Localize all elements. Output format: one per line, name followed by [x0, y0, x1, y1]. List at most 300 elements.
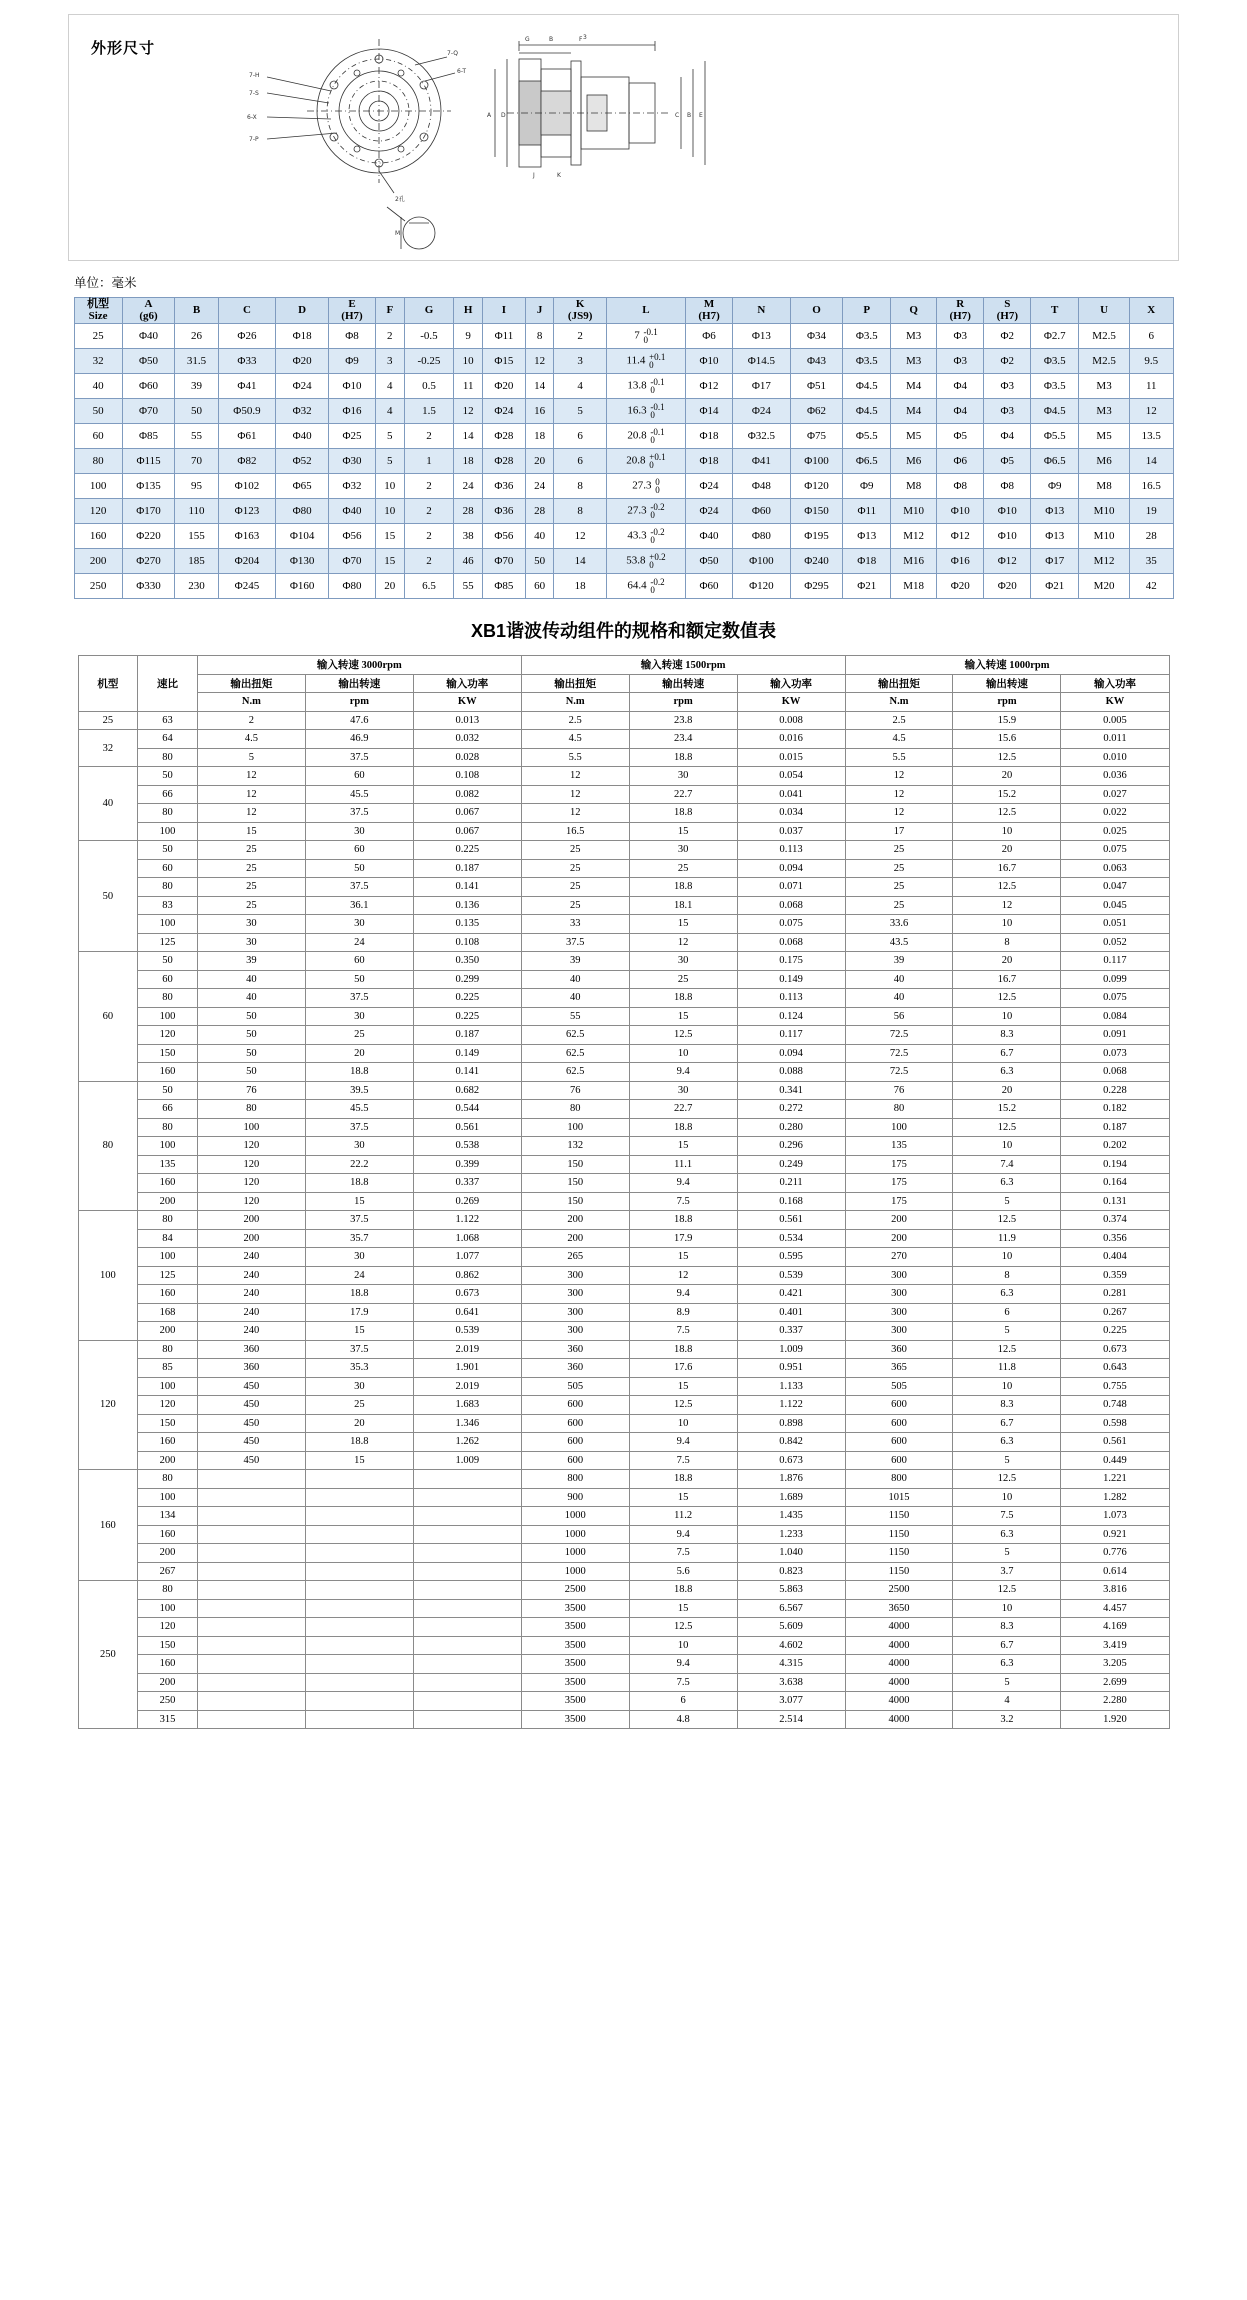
dim-cell: 3 [376, 349, 405, 374]
ratings-cell: 7.5 [629, 1544, 737, 1563]
ratings-cell-ratio: 100 [138, 1137, 198, 1156]
ratings-cell: 45.5 [305, 785, 413, 804]
ratings-cell: 15 [629, 1488, 737, 1507]
ratings-cell [305, 1673, 413, 1692]
ratings-title: XB1谐波传动组件的规格和额定数值表 [470, 621, 776, 642]
ratings-cell: 0.755 [1061, 1377, 1169, 1396]
ratings-cell: 11.9 [953, 1229, 1061, 1248]
ratings-cell: 0.374 [1061, 1211, 1169, 1230]
ratings-cell: 25 [521, 841, 629, 860]
ratings-cell: 360 [197, 1340, 305, 1359]
dim-cell: Φ9 [328, 349, 375, 374]
ratings-cell: 12.5 [953, 989, 1061, 1008]
ratings-header-row-3 [78, 693, 1169, 712]
ratings-cell [413, 1710, 521, 1729]
ratings-cell: 23.4 [629, 730, 737, 749]
ratings-cell: 0.280 [737, 1118, 845, 1137]
ratings-cell: 7.5 [629, 1673, 737, 1692]
dim-cell: 110 [175, 499, 218, 524]
dim-col-header-15: N [733, 298, 791, 324]
dim-cell: Φ3 [937, 324, 984, 349]
dim-cell: 18 [525, 424, 554, 449]
ratings-cell: 6.3 [953, 1285, 1061, 1304]
ratings-cell: 6.3 [953, 1655, 1061, 1674]
ratings-cell: 72.5 [845, 1063, 953, 1082]
dim-cell: Φ240 [790, 549, 843, 574]
ratings-cell: 0.075 [737, 915, 845, 934]
ratings-cell: 0.063 [1061, 859, 1169, 878]
dim-cell: Φ14 [686, 399, 733, 424]
dim-cell: 16 [525, 399, 554, 424]
ratings-cell: 33.6 [845, 915, 953, 934]
table-row [78, 1340, 1169, 1359]
ratings-cell: 0.614 [1061, 1562, 1169, 1581]
ratings-cell: 2 [197, 711, 305, 730]
ratings-cell: 20 [305, 1044, 413, 1063]
ratings-subheader-2-3: 输入功率 [737, 674, 845, 693]
dim-cell: Φ60 [686, 574, 733, 599]
ratings-cell: 12.5 [953, 748, 1061, 767]
ratings-cell: 1.009 [737, 1340, 845, 1359]
ratings-cell: 4000 [845, 1618, 953, 1637]
ratings-cell: 0.194 [1061, 1155, 1169, 1174]
ratings-cell: 1150 [845, 1544, 953, 1563]
dim-cell: Φ135 [122, 474, 175, 499]
ratings-cell: 1.040 [737, 1544, 845, 1563]
dim-cell: Φ32 [276, 399, 329, 424]
ratings-cell [413, 1470, 521, 1489]
ratings-cell: 40 [845, 989, 953, 1008]
dim-cell: Φ5.5 [1031, 424, 1079, 449]
ratings-cell: 0.041 [737, 785, 845, 804]
ratings-cell: 2.019 [413, 1340, 521, 1359]
dim-cell: Φ82 [218, 449, 276, 474]
ratings-cell [197, 1525, 305, 1544]
ratings-cell: 6.3 [953, 1433, 1061, 1452]
ratings-cell: 50 [305, 859, 413, 878]
ratings-cell: 15 [629, 1248, 737, 1267]
table-row [78, 767, 1169, 786]
table-row [78, 1562, 1169, 1581]
ratings-cell: 1.683 [413, 1396, 521, 1415]
ratings-cell: 1.262 [413, 1433, 521, 1452]
ratings-cell: 30 [197, 933, 305, 952]
ratings-cell: 0.088 [737, 1063, 845, 1082]
ratings-cell [197, 1655, 305, 1674]
table-row [78, 1710, 1169, 1729]
ratings-cell: 0.036 [1061, 767, 1169, 786]
ratings-cell: 505 [845, 1377, 953, 1396]
ratings-unit-2-2: rpm [629, 693, 737, 712]
dim-cell: 14 [454, 424, 483, 449]
ratings-cell: 2.019 [413, 1377, 521, 1396]
ratings-cell: 0.643 [1061, 1359, 1169, 1378]
ratings-cell: 0.094 [737, 859, 845, 878]
ratings-cell: 12 [845, 785, 953, 804]
svg-text:K: K [557, 172, 561, 179]
ratings-cell: 0.094 [737, 1044, 845, 1063]
dim-cell-size: 250 [74, 574, 122, 599]
ratings-cell: 10 [629, 1636, 737, 1655]
ratings-subheader-3-3: 输入功率 [1061, 674, 1169, 693]
ratings-cell: 8.3 [953, 1396, 1061, 1415]
table-row [78, 748, 1169, 767]
ratings-cell-ratio: 160 [138, 1174, 198, 1193]
ratings-cell-ratio: 120 [138, 1396, 198, 1415]
table-row [78, 1211, 1169, 1230]
ratings-cell [305, 1488, 413, 1507]
dim-cell: 42 [1130, 574, 1173, 599]
ratings-cell: 3500 [521, 1710, 629, 1729]
table-row [78, 841, 1169, 860]
table-row [78, 1544, 1169, 1563]
outline-drawing-panel [68, 14, 1179, 261]
dim-cell: Φ3 [937, 349, 984, 374]
ratings-cell [305, 1710, 413, 1729]
dim-cell: 4 [376, 374, 405, 399]
ratings-cell-ratio: 80 [138, 1340, 198, 1359]
ratings-cell: 30 [305, 1137, 413, 1156]
drawing-title: 外形尺寸 [91, 40, 156, 57]
ratings-group-header-1: 输入转速 3000rpm [197, 656, 521, 675]
ratings-cell: 10 [629, 1044, 737, 1063]
svg-text:G: G [525, 36, 530, 43]
ratings-cell: 5 [953, 1451, 1061, 1470]
dim-cell: 2 [404, 549, 454, 574]
ratings-cell: 1.689 [737, 1488, 845, 1507]
dim-cell: Φ2 [984, 324, 1031, 349]
ratings-cell: 0.141 [413, 1063, 521, 1082]
ratings-cell: 12.5 [953, 1470, 1061, 1489]
dim-cell: Φ3 [984, 374, 1031, 399]
ratings-cell: 0.022 [1061, 804, 1169, 823]
dim-cell: Φ270 [122, 549, 175, 574]
dim-cell: 18 [454, 449, 483, 474]
ratings-cell: 25 [521, 878, 629, 897]
ratings-cell: 10 [953, 1137, 1061, 1156]
ratings-cell: 0.187 [1061, 1118, 1169, 1137]
dim-cell: Φ32 [328, 474, 375, 499]
ratings-cell-model: 250 [78, 1581, 138, 1729]
ratings-cell-ratio: 85 [138, 1359, 198, 1378]
ratings-cell: 0.202 [1061, 1137, 1169, 1156]
ratings-cell: 0.359 [1061, 1266, 1169, 1285]
ratings-cell: 50 [197, 1026, 305, 1045]
ratings-cell: 23.8 [629, 711, 737, 730]
dim-cell: Φ11 [482, 324, 525, 349]
technical-drawing [219, 21, 779, 261]
ratings-unit-1-3: KW [413, 693, 521, 712]
ratings-cell: 4.8 [629, 1710, 737, 1729]
ratings-cell [197, 1581, 305, 1600]
ratings-cell: 50 [197, 1007, 305, 1026]
table-row [78, 915, 1169, 934]
dim-cell: 26 [175, 324, 218, 349]
dim-col-header-23: X [1130, 298, 1173, 324]
ratings-cell: 0.149 [413, 1044, 521, 1063]
ratings-cell: 0.051 [1061, 915, 1169, 934]
ratings-cell: 0.091 [1061, 1026, 1169, 1045]
dim-cell: 50 [525, 549, 554, 574]
ratings-cell-ratio: 80 [138, 1581, 198, 1600]
ratings-cell: 120 [197, 1137, 305, 1156]
ratings-cell-ratio: 50 [138, 767, 198, 786]
dim-cell: Φ25 [328, 424, 375, 449]
ratings-cell: 0.117 [737, 1026, 845, 1045]
dim-cell: Φ20 [937, 574, 984, 599]
ratings-unit-2-3: KW [737, 693, 845, 712]
ratings-cell: 17.9 [305, 1303, 413, 1322]
dim-cell: Φ65 [276, 474, 329, 499]
ratings-cell: 4.169 [1061, 1618, 1169, 1637]
ratings-cell: 0.068 [737, 896, 845, 915]
ratings-cell: 37.5 [305, 748, 413, 767]
ratings-cell [197, 1470, 305, 1489]
ratings-cell: 12 [521, 767, 629, 786]
ratings-cell: 0.539 [413, 1322, 521, 1341]
dim-col-header-8: G [404, 298, 454, 324]
dim-cell: M2.5 [1079, 324, 1130, 349]
ratings-cell: 56 [845, 1007, 953, 1026]
ratings-cell: 40 [521, 989, 629, 1008]
dim-col-header-13: L [606, 298, 685, 324]
ratings-cell-ratio: 100 [138, 1599, 198, 1618]
dim-cell: M10 [1079, 524, 1130, 549]
table-row [78, 1229, 1169, 1248]
ratings-cell: 1000 [521, 1544, 629, 1563]
ratings-cell: 17 [845, 822, 953, 841]
svg-text:6-X: 6-X [247, 114, 257, 121]
ratings-cell: 360 [521, 1340, 629, 1359]
ratings-cell: 4.5 [845, 730, 953, 749]
ratings-cell: 600 [845, 1451, 953, 1470]
ratings-cell: 1.133 [737, 1377, 845, 1396]
table-row [78, 1174, 1169, 1193]
ratings-cell: 0.045 [1061, 896, 1169, 915]
dim-cell: Φ17 [1031, 549, 1079, 574]
ratings-cell: 55 [521, 1007, 629, 1026]
dim-cell: Φ40 [686, 524, 733, 549]
dim-cell: Φ120 [790, 474, 843, 499]
dim-cell: Φ30 [328, 449, 375, 474]
dim-col-header-20: S (H7) [984, 298, 1031, 324]
ratings-cell: 15 [305, 1192, 413, 1211]
ratings-cell: 39 [521, 952, 629, 971]
ratings-cell: 120 [197, 1192, 305, 1211]
ratings-cell: 0.561 [413, 1118, 521, 1137]
ratings-cell: 3650 [845, 1599, 953, 1618]
dim-cell: Φ10 [937, 499, 984, 524]
svg-text:3: 3 [583, 34, 587, 41]
ratings-cell [413, 1599, 521, 1618]
ratings-cell: 15 [629, 1377, 737, 1396]
ratings-cell: 0.034 [737, 804, 845, 823]
ratings-cell: 18.8 [305, 1433, 413, 1452]
table-row [74, 499, 1173, 524]
ratings-cell-model: 100 [78, 1211, 138, 1341]
ratings-cell [305, 1470, 413, 1489]
dim-cell: Φ36 [482, 474, 525, 499]
table-row [78, 1303, 1169, 1322]
dim-col-header-18: Q [891, 298, 937, 324]
dim-cell: Φ195 [790, 524, 843, 549]
ratings-cell: 150 [521, 1192, 629, 1211]
ratings-cell-ratio: 80 [138, 1470, 198, 1489]
ratings-cell-ratio: 168 [138, 1303, 198, 1322]
ratings-cell: 36.1 [305, 896, 413, 915]
dim-cell: 8 [554, 499, 607, 524]
ratings-cell: 4.602 [737, 1636, 845, 1655]
ratings-cell: 0.539 [737, 1266, 845, 1285]
table-row [78, 1433, 1169, 1452]
ratings-cell [305, 1507, 413, 1526]
ratings-cell-model: 80 [78, 1081, 138, 1211]
table-row [78, 1414, 1169, 1433]
ratings-cell: 76 [845, 1081, 953, 1100]
ratings-cell: 18.8 [629, 804, 737, 823]
dim-cell: 3 [554, 349, 607, 374]
ratings-cell: 4000 [845, 1710, 953, 1729]
dim-cell-size: 60 [74, 424, 122, 449]
dim-cell: 28 [525, 499, 554, 524]
ratings-cell: 6.3 [953, 1063, 1061, 1082]
ratings-cell [413, 1581, 521, 1600]
ratings-cell: 35.3 [305, 1359, 413, 1378]
ratings-cell [197, 1692, 305, 1711]
dim-cell: Φ18 [276, 324, 329, 349]
ratings-cell: 0.075 [1061, 841, 1169, 860]
ratings-cell: 0.337 [737, 1322, 845, 1341]
ratings-cell: 46.9 [305, 730, 413, 749]
table-row [78, 952, 1169, 971]
ratings-cell: 2.280 [1061, 1692, 1169, 1711]
ratings-cell: 1000 [521, 1525, 629, 1544]
table-row [74, 424, 1173, 449]
ratings-cell: 600 [521, 1414, 629, 1433]
ratings-cell: 33 [521, 915, 629, 934]
dim-col-header-7: F [376, 298, 405, 324]
ratings-cell: 5.5 [521, 748, 629, 767]
dim-cell: Φ75 [790, 424, 843, 449]
ratings-cell: 0.538 [413, 1137, 521, 1156]
ratings-cell: 18.8 [629, 878, 737, 897]
ratings-cell: 6 [629, 1692, 737, 1711]
dim-cell: 28 [454, 499, 483, 524]
dim-cell: Φ6.5 [843, 449, 891, 474]
ratings-cell-ratio: 80 [138, 1118, 198, 1137]
ratings-cell-ratio: 50 [138, 1081, 198, 1100]
ratings-cell: 7.5 [629, 1192, 737, 1211]
ratings-cell: 12 [953, 896, 1061, 915]
dim-cell: Φ34 [790, 324, 843, 349]
ratings-cell: 2.514 [737, 1710, 845, 1729]
ratings-cell: 0.356 [1061, 1229, 1169, 1248]
dim-col-header-6: E (H7) [328, 298, 375, 324]
ratings-cell: 0.534 [737, 1229, 845, 1248]
dimension-table-head [74, 298, 1173, 324]
dim-cell: Φ10 [328, 374, 375, 399]
ratings-cell-ratio: 125 [138, 1266, 198, 1285]
ratings-cell: 3500 [521, 1692, 629, 1711]
dim-cell: M3 [891, 324, 937, 349]
ratings-cell: 18.8 [629, 748, 737, 767]
ratings-cell: 0.071 [737, 878, 845, 897]
ratings-cell-ratio: 134 [138, 1507, 198, 1526]
ratings-cell: 25 [521, 859, 629, 878]
dim-cell: Φ8 [984, 474, 1031, 499]
dim-col-header-1: 机型 Size [74, 298, 122, 324]
ratings-cell: 0.028 [413, 748, 521, 767]
svg-text:B: B [687, 112, 692, 119]
svg-text:D: D [501, 112, 506, 119]
dim-cell: 95 [175, 474, 218, 499]
ratings-header-row-2 [78, 674, 1169, 693]
dim-cell: Φ330 [122, 574, 175, 599]
ratings-cell-model: 60 [78, 952, 138, 1082]
dim-cell-size: 80 [74, 449, 122, 474]
ratings-cell [413, 1673, 521, 1692]
ratings-cell [413, 1525, 521, 1544]
dim-cell: Φ4 [937, 399, 984, 424]
table-row [78, 1026, 1169, 1045]
dimension-table-body [74, 324, 1173, 599]
ratings-cell: 300 [845, 1285, 953, 1304]
ratings-cell: 0.341 [737, 1081, 845, 1100]
ratings-cell-ratio: 50 [138, 952, 198, 971]
ratings-cell-ratio: 160 [138, 1063, 198, 1082]
table-row [74, 399, 1173, 424]
ratings-cell: 0.135 [413, 915, 521, 934]
dim-cell: 20 [525, 449, 554, 474]
ratings-cell [197, 1507, 305, 1526]
dim-cell: -0.25 [404, 349, 454, 374]
ratings-cell-ratio: 80 [138, 878, 198, 897]
ratings-cell: 10 [953, 822, 1061, 841]
dim-cell: 2 [554, 324, 607, 349]
ratings-cell: 3500 [521, 1655, 629, 1674]
ratings-cell: 12 [629, 1266, 737, 1285]
ratings-cell: 15.2 [953, 1100, 1061, 1119]
dim-cell: Φ50 [686, 549, 733, 574]
ratings-unit-3-3: KW [1061, 693, 1169, 712]
dim-cell: Φ41 [733, 449, 791, 474]
dim-cell: Φ24 [686, 474, 733, 499]
ratings-table [78, 655, 1170, 1729]
dim-cell: M16 [891, 549, 937, 574]
ratings-cell: 1.077 [413, 1248, 521, 1267]
ratings-cell: 45.5 [305, 1100, 413, 1119]
dim-cell: Φ100 [790, 449, 843, 474]
ratings-cell: 0.595 [737, 1248, 845, 1267]
ratings-group-header-2: 输入转速 1500rpm [521, 656, 845, 675]
ratings-cell: 0.673 [413, 1285, 521, 1304]
ratings-cell: 60 [305, 767, 413, 786]
ratings-cell: 12 [845, 804, 953, 823]
ratings-cell: 0.068 [1061, 1063, 1169, 1082]
dim-cell: M8 [1079, 474, 1130, 499]
ratings-cell: 15.9 [953, 711, 1061, 730]
dim-cell: 6 [554, 449, 607, 474]
ratings-cell: 450 [197, 1451, 305, 1470]
dim-cell: Φ40 [276, 424, 329, 449]
dim-cell-size: 32 [74, 349, 122, 374]
ratings-cell: 11.1 [629, 1155, 737, 1174]
ratings-cell: 1015 [845, 1488, 953, 1507]
ratings-cell-ratio: 200 [138, 1544, 198, 1563]
dim-cell: Φ51 [790, 374, 843, 399]
dim-cell: 5 [554, 399, 607, 424]
ratings-cell-ratio: 63 [138, 711, 198, 730]
